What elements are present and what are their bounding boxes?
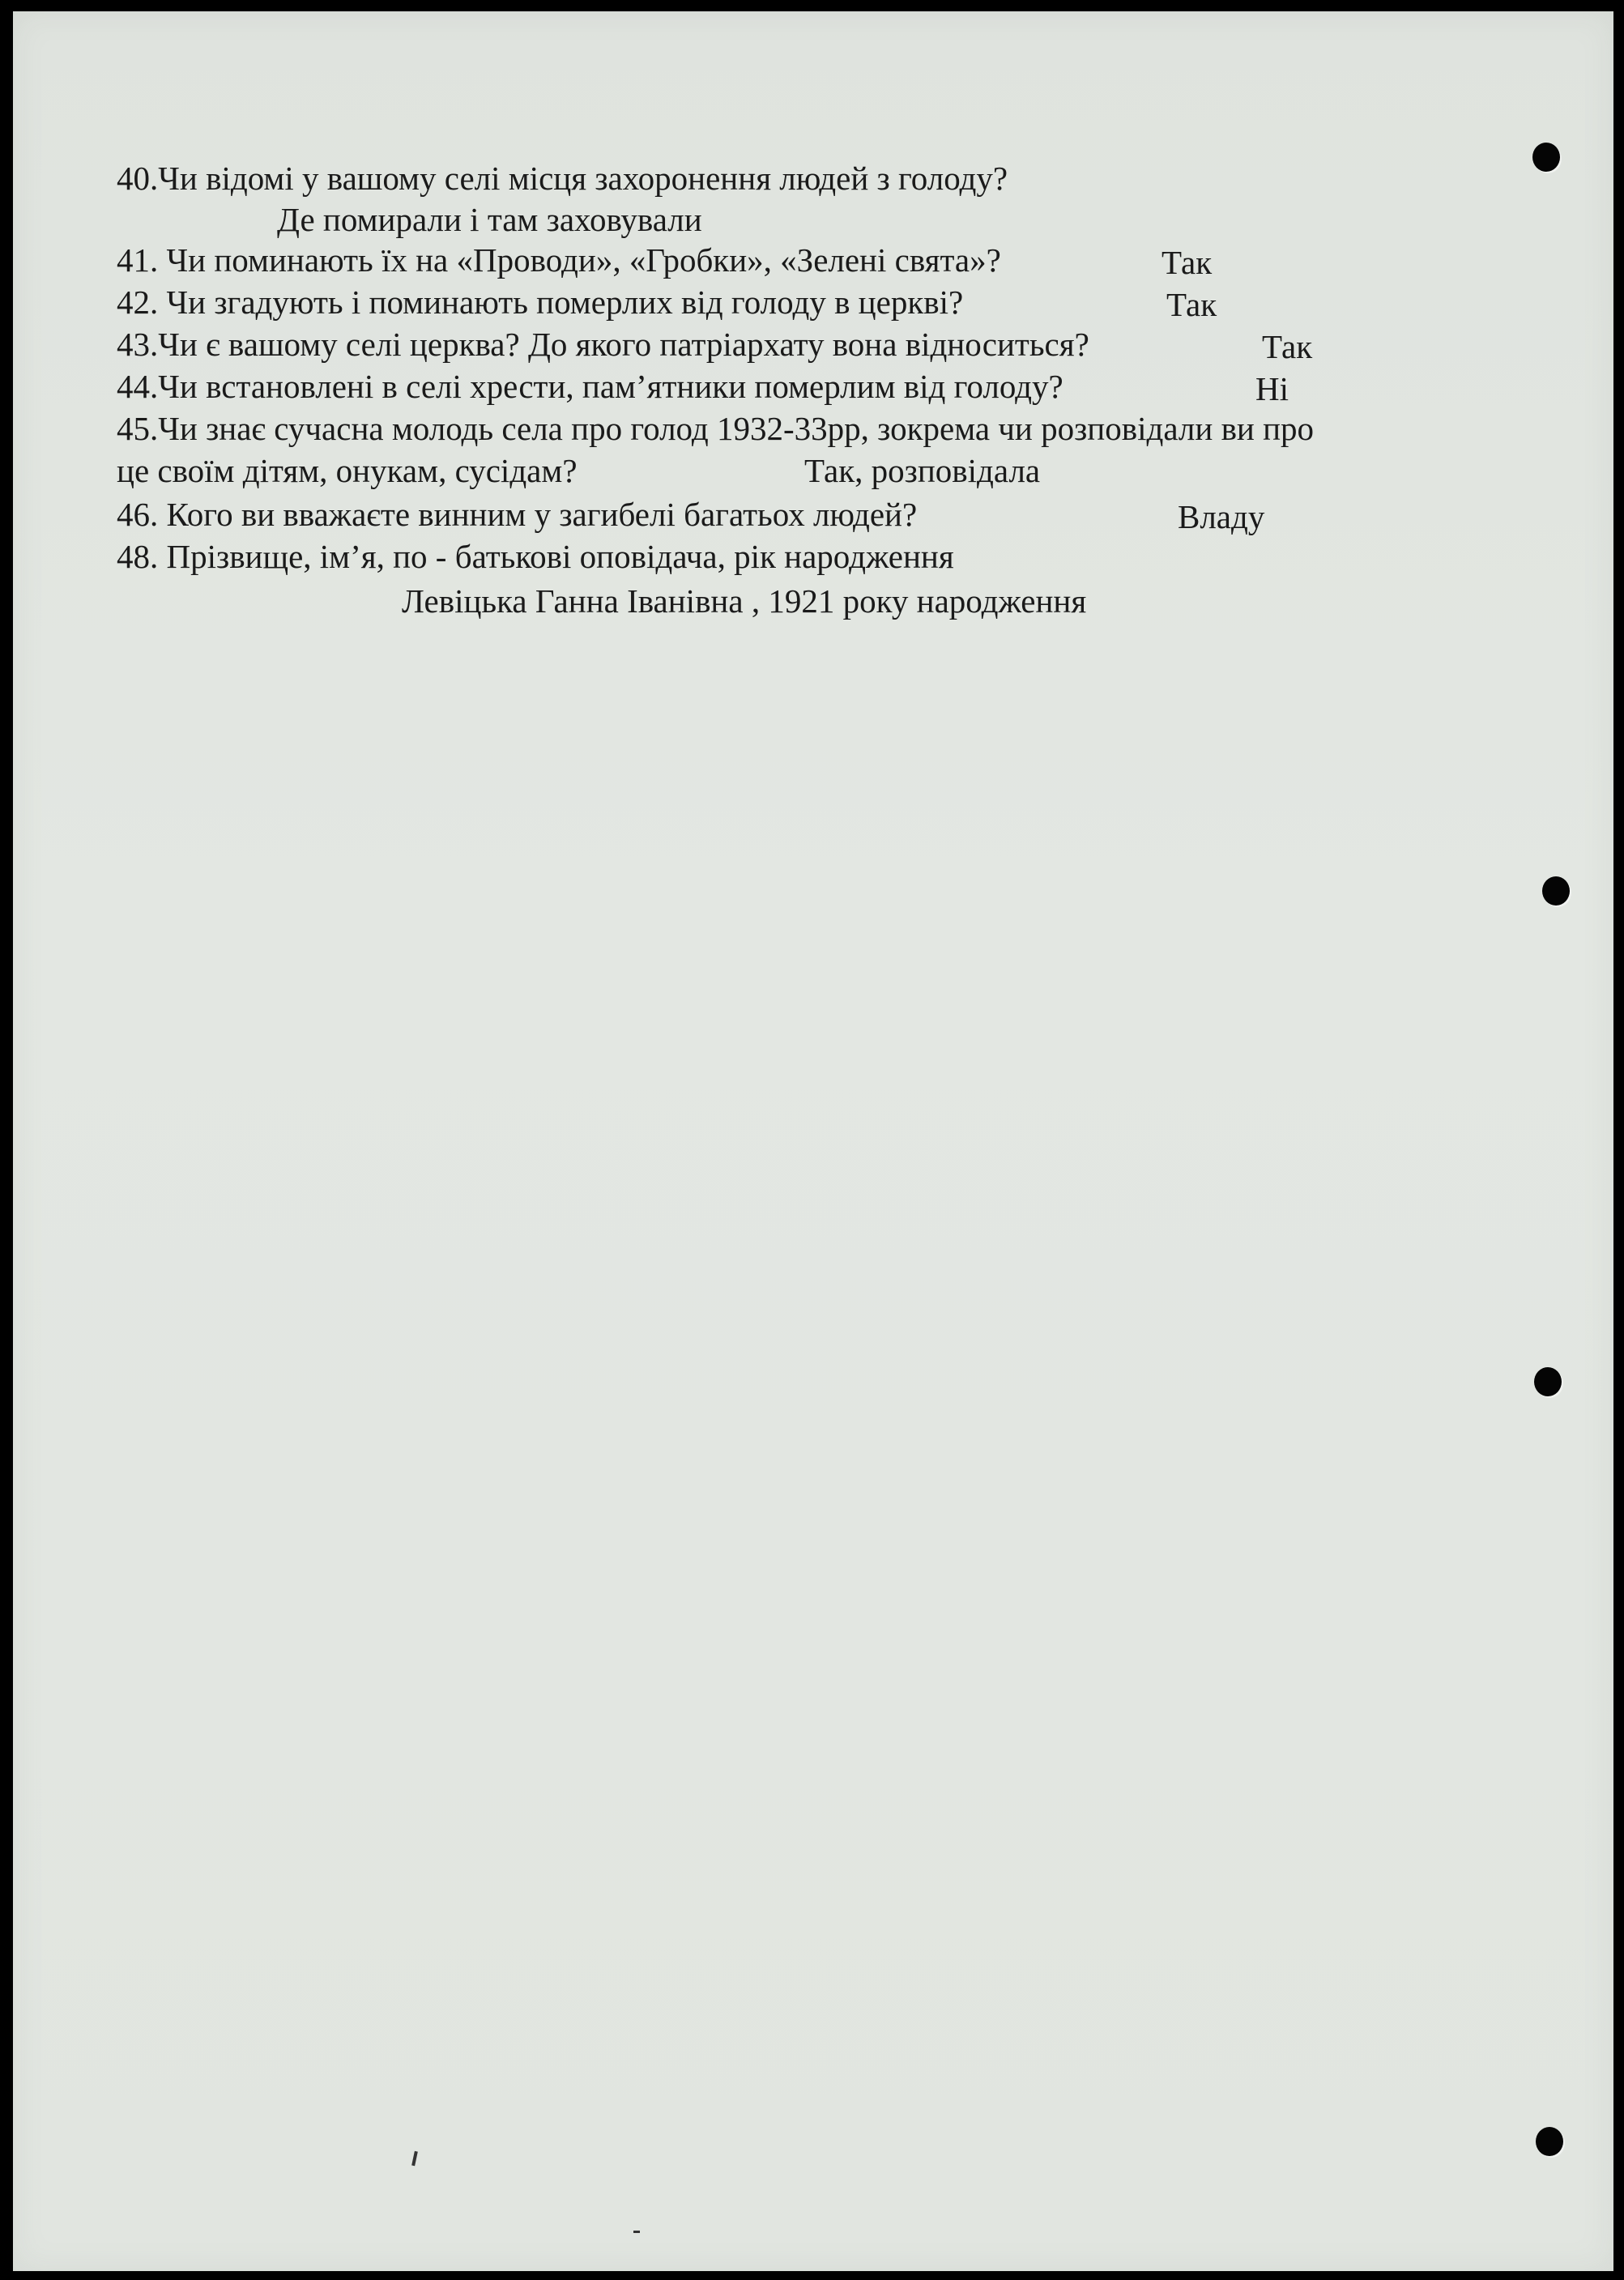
punch-hole: [1532, 143, 1560, 172]
narrator-info: Левіцька Ганна Іванівна , 1921 року народження: [402, 582, 1087, 620]
question-40: 40.Чи відомі у вашому селі місця захоронення людей з голоду?: [117, 160, 1008, 197]
ink-mark: [633, 2231, 640, 2233]
punch-hole: [1534, 1367, 1562, 1396]
question-46: 46. Кого ви вважаєте винним у загибелі багатьох людей?: [117, 496, 918, 533]
question-45-continued: це своїм дітям, онукам, сусідам?: [117, 452, 578, 489]
question-44: 44.Чи встановлені в селі хрести, пам’ятники померлим від голоду?: [117, 368, 1063, 405]
answer-46: Владу: [1178, 498, 1265, 535]
question-43: 43.Чи є вашому селі церква? До якого патріархату вона відноситься?: [117, 326, 1089, 363]
question-41: 41. Чи поминають їх на «Проводи», «Гробки», «Зелені свята»?: [117, 241, 1001, 279]
answer-43: Так: [1262, 328, 1313, 365]
answer-45: Так, розповідала: [804, 452, 1041, 489]
punch-hole: [1542, 876, 1570, 906]
question-42: 42. Чи згадують і поминають померлих від голоду в церкві?: [117, 283, 964, 321]
answer-44: Ні: [1255, 370, 1289, 407]
ink-mark: [411, 2151, 418, 2166]
answer-40: Де помирали і там заховували: [277, 201, 702, 238]
answer-42: Так: [1166, 286, 1217, 323]
punch-hole: [1536, 2127, 1563, 2156]
document-page: [13, 11, 1613, 2271]
answer-41: Так: [1162, 244, 1213, 281]
question-45: 45.Чи знає сучасна молодь села про голод 1932-33рр, зокрема чи розповідали ви про: [117, 410, 1315, 447]
question-48: 48. Прізвище, ім’я, по - батькові оповідача, рік народження: [117, 538, 954, 575]
